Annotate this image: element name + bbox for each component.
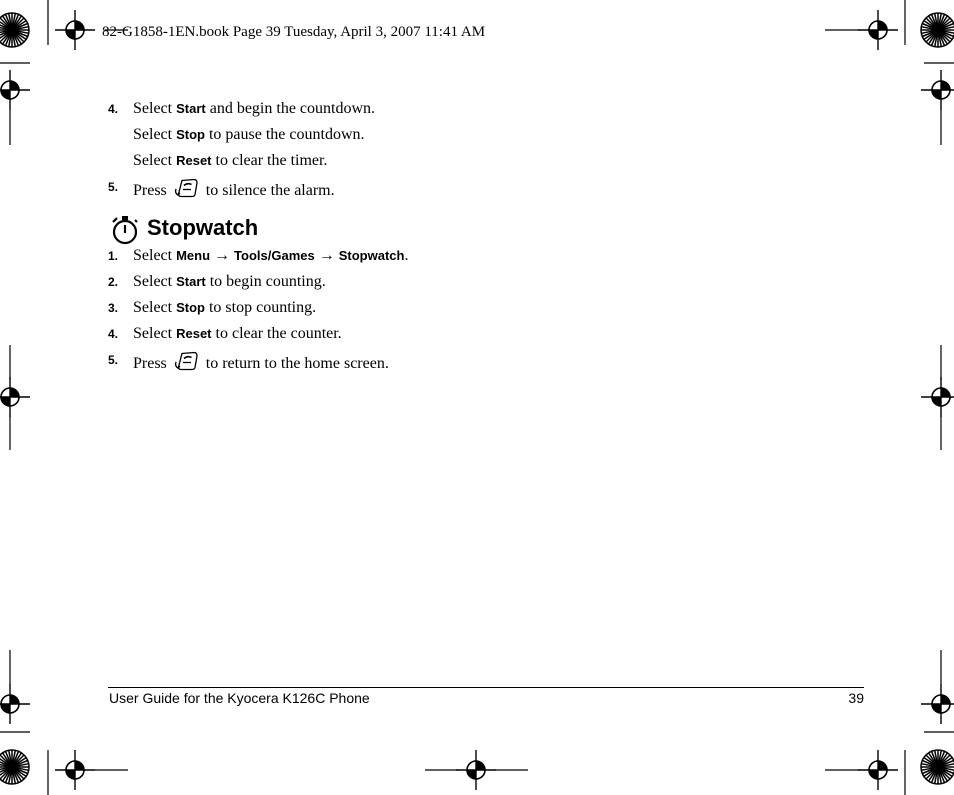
step-text: Select Start and begin the countdown.: [133, 100, 376, 117]
timer-step-4-line-2: Select Stop to pause the countdown.: [133, 126, 365, 143]
footer-divider: [108, 687, 864, 688]
print-slug: 82-G1858-1EN.book Page 39 Tuesday, April 3, 2007 11:41 AM: [102, 24, 486, 40]
reset-option: Reset: [176, 153, 212, 168]
stopwatch-icon: [110, 214, 140, 246]
step-number: 4.: [108, 102, 119, 116]
page-number: 39: [848, 690, 864, 706]
reset-option: Reset: [176, 326, 212, 341]
stop-option: Stop: [176, 300, 205, 315]
tools-games-option: Tools/Games: [234, 248, 315, 263]
arrow-icon: →: [318, 247, 335, 264]
end-key-icon: [173, 178, 199, 198]
end-key-icon: [173, 351, 199, 371]
step-text: Select Start to begin counting.: [133, 273, 326, 290]
step-text: Select Reset to clear the counter.: [133, 325, 342, 342]
step-number: 2.: [108, 275, 119, 289]
arrow-icon: →: [214, 247, 231, 264]
menu-option: Menu: [176, 248, 211, 263]
step-number: 4.: [108, 327, 119, 341]
step-text: Select Stop to stop counting.: [133, 299, 317, 316]
section-title: Stopwatch: [147, 215, 259, 240]
step-text: Press to silence the alarm.: [133, 178, 335, 200]
guide-title: User Guide for the Kyocera K126C Phone: [109, 690, 370, 706]
step-number: 3.: [108, 301, 119, 315]
step-number: 5.: [108, 353, 119, 367]
stop-option: Stop: [176, 127, 205, 142]
step-number: 1.: [108, 249, 119, 263]
step-text: Press to return to the home screen.: [133, 351, 389, 373]
timer-step-4-line-3: Select Reset to clear the timer.: [133, 152, 328, 169]
step-number: 5.: [108, 180, 119, 194]
step-text: Select Menu → Tools/Games → Stopwatch.: [133, 247, 409, 264]
start-option: Start: [176, 274, 206, 289]
stopwatch-option: Stopwatch: [338, 248, 405, 263]
start-option: Start: [176, 101, 206, 116]
